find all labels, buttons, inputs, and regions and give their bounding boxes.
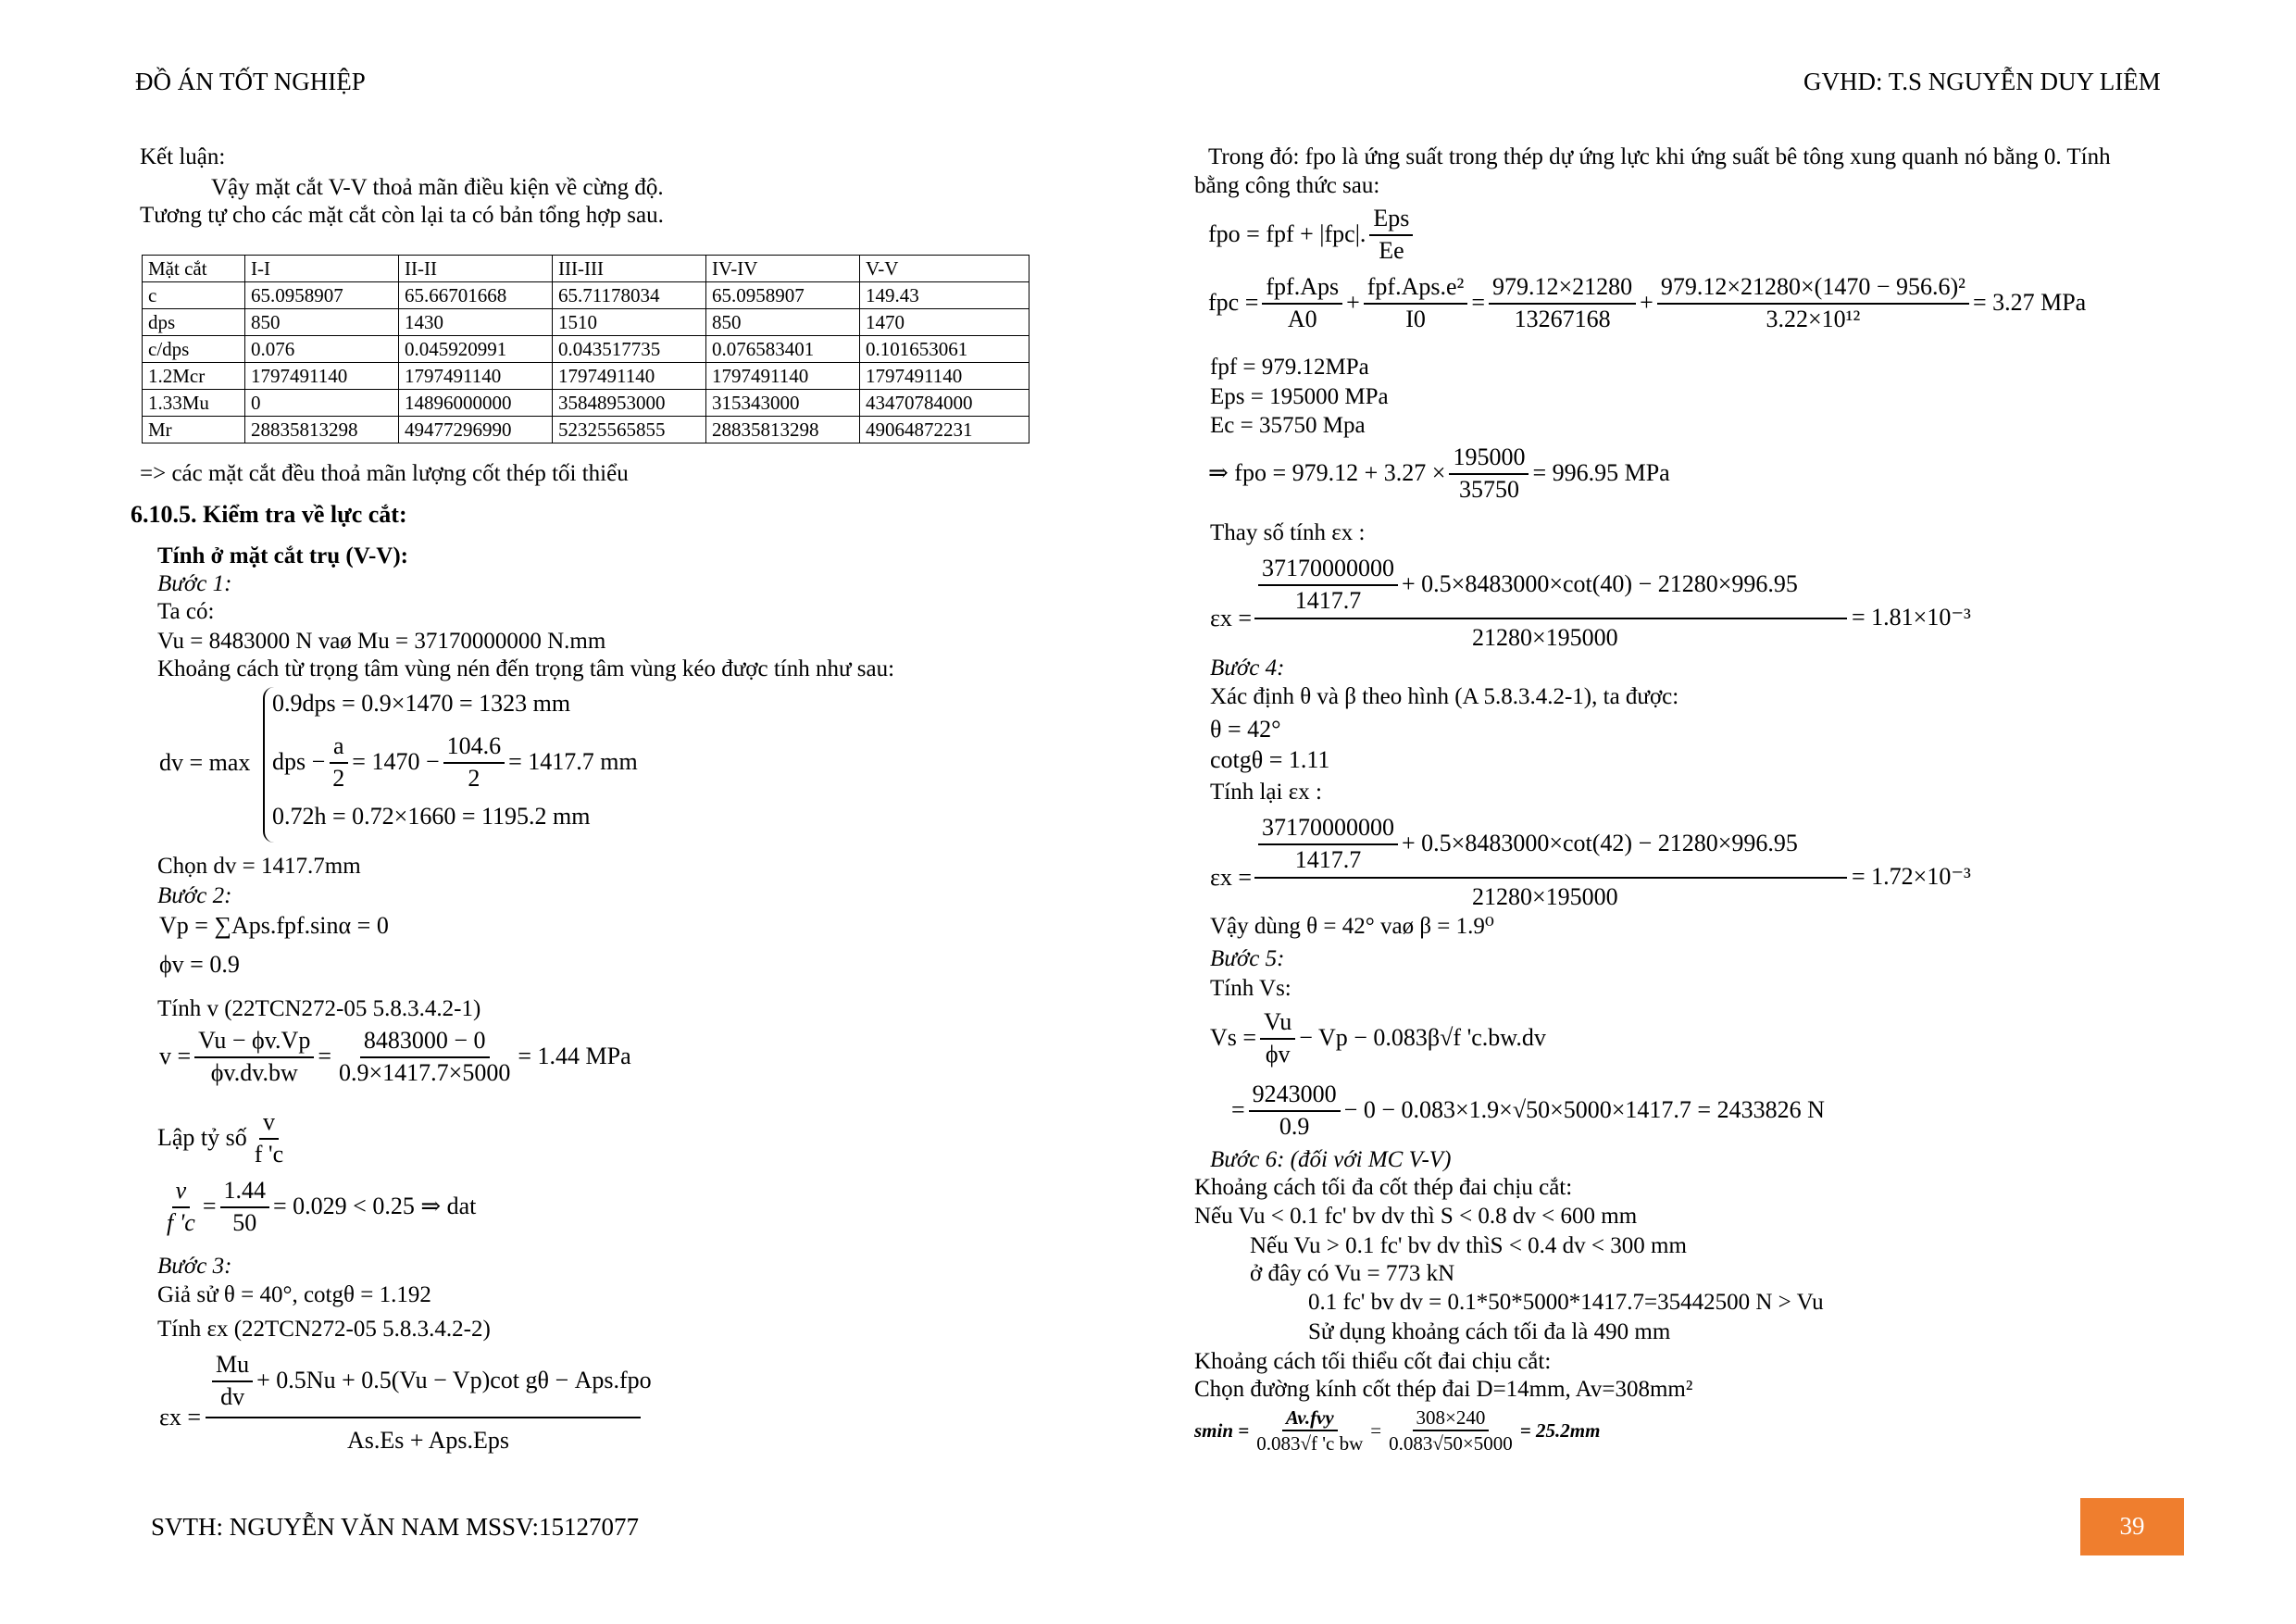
numerator: v [172,1176,191,1208]
ratio-formula [157,1107,291,1169]
cond2: Nếu Vu > 0.1 fc' bv dv thìS < 0.4 dv < 300 mm [1250,1233,1687,1258]
header-left: ĐỒ ÁN TỐT NGHIỆP [135,68,366,95]
denominator: 0.083√50×5000 [1389,1432,1513,1455]
numerator: fpf.Aps [1262,272,1342,305]
ex-denominator: As.Es + Aps.Eps [347,1427,510,1454]
table-note: => các mặt cắt đều thoả mãn lượng cốt thép tối thiểu [140,461,629,486]
denominator: ϕv.dv.bw [210,1058,298,1086]
table-cell: 52325565855 [553,417,706,443]
table-cell: 0.043517735 [553,336,706,363]
table-cell: 43470784000 [860,390,1029,417]
table-cell: c/dps [143,336,245,363]
determine: Xác định θ và β theo hình (A 5.8.3.4.2-1), ta được: [1210,684,1679,709]
numerator: Eps [1369,204,1413,236]
numerator: 37170000000 [1258,813,1398,845]
table-cell: 850 [245,309,399,336]
dv-case3: 0.72h = 0.72×1660 = 1195.2 mm [272,803,591,830]
table-cell: IV-IV [706,256,860,282]
numerator: Vu − ϕv.Vp [194,1026,314,1058]
ex-lhs: εx = [159,1404,202,1430]
fraction [1253,1405,1366,1456]
ex1-lhs: εx = [1210,605,1253,631]
table-cell: Mặt cắt [143,256,245,282]
fraction-bar [1254,877,1847,879]
numerator: a [330,731,348,764]
table-row [143,363,1029,390]
conclusion-text: Vậy mặt cắt V-V thoả mãn điều kiện về cừng độ. [211,175,664,200]
fraction [163,1176,199,1238]
table-cell: 1.2Mcr [143,363,245,390]
table-cell: 1.33Mu [143,390,245,417]
header-right: GVHD: T.S NGUYỄN DUY LIÊM [1803,68,2161,95]
max-spacing: Khoảng cách tối đa cốt thép đai chịu cắt: [1194,1175,1573,1200]
table-cell: 1430 [399,309,553,336]
denominator: 1417.7 [1294,586,1362,614]
vp-eq: Vp = ∑Aps.fpf.sinα = 0 [159,912,389,939]
v-result: = 1.44 MPa [518,1043,631,1070]
sub-title: Tính ở mặt cắt trụ (V-V): [157,543,408,568]
phi-eq: ϕv = 0.9 [159,951,240,978]
ex1-result: = 1.81×10⁻³ [1852,604,1971,631]
ec-value: Ec = 35750 Mpa [1210,413,1366,438]
fpo-formula-text: fpo = fpf + |fpc|. [1208,220,1366,248]
ex1-denominator: 21280×195000 [1472,624,1618,651]
table-cell: 0 [245,390,399,417]
denominator: 35750 [1458,475,1519,503]
v-lhs: v = [159,1043,192,1070]
numerator: 9243000 [1249,1080,1341,1112]
footer-student: SVTH: NGUYỄN VĂN NAM MSSV:15127077 [151,1513,640,1541]
ex2-denominator: 21280×195000 [1472,883,1618,910]
numerator: 308×240 [1413,1405,1490,1431]
ex2-numerator [1254,813,1798,875]
denominator: 50 [232,1208,257,1236]
fraction [1449,443,1529,505]
assume: Giả sử θ = 40°, cotgθ = 1.192 [157,1282,431,1307]
use-max: Sử dụng khoảng cách tối đa là 490 mm [1308,1319,1671,1344]
table-header-row [143,256,1029,282]
table-cell: 0.076 [245,336,399,363]
step5-label: Bước 5: [1210,946,1285,971]
numerator: 8483000 − 0 [360,1026,490,1058]
fpo-formula [1208,204,1416,266]
numerator: v [259,1107,279,1140]
numerator: 37170000000 [1258,554,1398,586]
denominator: 1417.7 [1294,845,1362,873]
numerator: 979.12×21280 [1489,272,1636,305]
fraction [1364,272,1468,334]
table-cell: 149.43 [860,282,1029,309]
calc-line: 0.1 fc' bv dv = 0.1*50*5000*1417.7=35442500 N > Vu [1308,1290,1824,1315]
table-cell: 28835813298 [245,417,399,443]
here: ở đây có Vu = 773 kN [1250,1261,1455,1286]
intro-line2: bằng công thức sau: [1194,173,1380,198]
table-cell: 35848953000 [553,390,706,417]
vs-formula [1210,1007,1546,1069]
vu-line: Vu = 8483000 N vaø Mu = 37170000000 N.mm [157,629,606,654]
calc-vs: Tính Vs: [1210,976,1292,1001]
numerator: 104.6 [443,731,505,764]
fraction-bar [1254,618,1847,619]
fraction [1258,554,1398,616]
numerator: 1.44 [220,1176,270,1208]
dv-case2-a: dps − [272,748,326,776]
denominator: I0 [1405,305,1426,332]
table-cell: 65.66701668 [399,282,553,309]
step1-label: Bước 1: [157,571,232,596]
ex2-result: = 1.72×10⁻³ [1852,863,1971,890]
fraction [1260,1007,1295,1069]
choose-d: Chọn đường kính cốt thép đai D=14mm, Av=308mm² [1194,1377,1693,1402]
intro-line1: Trong đó: fpo là ứng suất trong thép dự ứng lực khi ứng suất bê tông xung quanh nó bằng 0. Tính [1208,144,2111,169]
fraction [1385,1405,1516,1456]
table-cell: 0.101653061 [860,336,1029,363]
fraction [194,1026,314,1088]
table-cell: II-II [399,256,553,282]
denominator: 13267168 [1514,305,1611,332]
thay-so: Thay số tính εx : [1210,520,1366,545]
fraction [443,731,505,793]
conclusion-label: Kết luận: [140,144,226,169]
fraction [329,731,348,793]
ratio-check: $\frac{v}{f 'c}$ = $\frac{1.44}{50}$ = 0.029 < 0.25 ⇒ dat [159,1176,476,1238]
table-cell: 1797491140 [860,363,1029,390]
denominator: f 'c [167,1208,195,1236]
table-row [143,390,1029,417]
numerator: 979.12×21280×(1470 − 956.6)² [1657,272,1969,305]
eps-value: Eps = 195000 MPa [1210,384,1389,409]
table-cell: 1797491140 [706,363,860,390]
theta: θ = 42° [1210,716,1281,743]
smin-formula: smin = $\frac{\text{Av.fvy}}{\text{0.083√f 'c bw}}$ = $\frac{308\times 240}{0.083√50\times 5000}$ = 25.2mm [1194,1406,1601,1455]
table-cell: V-V [860,256,1029,282]
dv-label: dv = max [159,749,251,776]
denominator: 2 [468,764,480,792]
smin-result: = 25.2mm [1519,1419,1601,1443]
fraction [212,1350,253,1412]
denominator: 0.9×1417.7×5000 [339,1058,511,1086]
step6-label: Bước 6: (đối với MC V-V) [1210,1147,1452,1172]
numerator: Mu [212,1350,253,1382]
numerator: fpf.Aps.e² [1364,272,1468,305]
dv-case1: 0.9dps = 0.9×1470 = 1323 mm [272,690,571,717]
table-cell: 65.0958907 [706,282,860,309]
table-cell: 65.71178034 [553,282,706,309]
denominator: ϕv [1265,1040,1291,1068]
denominator: 2 [332,764,345,792]
vs-lhs: Vs = [1210,1024,1257,1052]
table-cell: 0.076583401 [706,336,860,363]
dv-case2-b: = 1470 − [352,748,440,776]
dv-case2-c: = 1417.7 mm [508,748,638,776]
fpf-value: fpf = 979.12MPa [1210,355,1369,380]
table-cell: 65.0958907 [245,282,399,309]
table-cell: 1797491140 [553,363,706,390]
fraction-bar [206,1417,641,1418]
similar-text: Tương tự cho các mặt cắt còn lại ta có bản tổng hợp sau. [140,203,664,228]
vs2-rest: − 0 − 0.083×1.9×√50×5000×1417.7 = 2433826 N [1343,1096,1825,1124]
numerator: 195000 [1449,443,1529,475]
table-cell: 850 [706,309,860,336]
fraction [251,1107,287,1169]
table-cell: I-I [245,256,399,282]
table-cell: 1797491140 [245,363,399,390]
ratio-label: Lập tỷ số [157,1124,247,1152]
table-row [143,309,1029,336]
table-cell: Mr [143,417,245,443]
table-cell: c [143,282,245,309]
section-title: 6.10.5. Kiểm tra về lực cắt: [131,501,407,528]
fraction [1262,272,1342,334]
table-cell: 0.045920991 [399,336,553,363]
ex2-rest: + 0.5×8483000×cot(42) − 21280×996.95 [1402,830,1798,857]
step3-label: Bước 3: [157,1254,232,1279]
fpc-formula: fpc = $\frac{\text{fpf.Aps}}{A0}$ + $\frac{\text{fpf.Aps.e²}}{I0}$ = $\frac{979.12\times 21280}{13267168}$ + $\frac{\text{979.12×21280×(1470 − 956.6)²}}{\text{3.22×10¹²}}$ = 3.27 MPa [1208,272,2086,334]
summary-table [142,255,1029,443]
ex1-rest: + 0.5×8483000×cot(40) − 21280×996.95 [1402,570,1798,598]
fpo-calc-res: = 996.95 MPa [1532,459,1670,487]
smin-lhs: smin = [1194,1419,1250,1443]
table-cell: 14896000000 [399,390,553,417]
calc-ex: Tính εx (22TCN272-05 5.8.3.4.2-2) [157,1317,491,1342]
ex-numerator [208,1350,652,1412]
numerator: Av.fvy [1282,1405,1338,1431]
table-row [143,336,1029,363]
fraction [1249,1080,1341,1142]
table-cell: III-III [553,256,706,282]
fraction [220,1176,270,1238]
table-row [143,417,1029,443]
denominator: dv [220,1382,245,1410]
fpc-lhs: fpc = [1208,289,1259,317]
fpc-result: = 3.27 MPa [1972,289,2087,317]
denominator: f 'c [254,1140,284,1168]
table-cell: dps [143,309,245,336]
vs2-formula: = $\frac{9243000}{0.9}$ − 0 − 0.083×1.9×√50×5000×1417.7 = 2433826 N [1231,1080,1825,1142]
denominator: A0 [1287,305,1317,332]
dv-case2 [272,731,638,793]
ex-num-rest: + 0.5Nu + 0.5(Vu − Vp)cot gθ − Aps.fpo [256,1367,652,1394]
table-row [143,282,1029,309]
fraction [1489,272,1636,334]
table-cell: 1510 [553,309,706,336]
fraction [1258,813,1398,875]
min-spacing: Khoảng cách tối thiểu cốt đai chịu cắt: [1194,1349,1552,1374]
table-cell: 49064872231 [860,417,1029,443]
ex1-numerator [1254,554,1798,616]
ta-co: Ta có: [157,599,215,624]
step2-label: Bước 2: [157,883,232,908]
cond1: Nếu Vu < 0.1 fc' bv dv thì S < 0.8 dv < 600 mm [1194,1204,1638,1229]
distance-text: Khoảng cách từ trọng tâm vùng nén đến trọng tâm vùng kéo được tính như sau: [157,656,895,681]
table-cell: 28835813298 [706,417,860,443]
table-cell: 1470 [860,309,1029,336]
calc-v: Tính v (22TCN272-05 5.8.3.4.2-1) [157,996,481,1021]
fraction [1369,204,1413,266]
fpo-calc [1208,443,1670,505]
table-cell: 49477296990 [399,417,553,443]
denominator: 0.9 [1279,1112,1310,1140]
fpo-calc-a: ⇒ fpo = 979.12 + 3.27 × [1208,459,1446,487]
denominator: Ee [1379,236,1404,264]
ratio-result: = 0.029 < 0.25 ⇒ dat [273,1193,477,1220]
vs-rest: − Vp − 0.083β√f 'c.bw.dv [1299,1024,1546,1052]
use-theta: Vậy dùng θ = 42° vaø β = 1.9⁰ [1210,914,1494,939]
numerator: Vu [1260,1007,1295,1040]
page-number: 39 [2080,1498,2184,1555]
v-formula: v = $\frac{Vu - \phi v.Vp}{\phi v.dv.bw}$ = $\frac{8483000 - 0}{0.9\times 1417.7\times 5000}$ = 1.44 MPa [159,1026,631,1088]
step4-label: Bước 4: [1210,656,1285,681]
recalc: Tính lại εx : [1210,780,1322,805]
cotg: cotgθ = 1.11 [1210,746,1330,773]
ex2-lhs: εx = [1210,864,1253,891]
denominator: 3.22×10¹² [1766,305,1861,332]
denominator: 0.083√f 'c bw [1256,1432,1364,1455]
table-cell: 315343000 [706,390,860,417]
choose-dv: Chọn dv = 1417.7mm [157,854,361,879]
fraction [1657,272,1969,334]
fraction [335,1026,514,1088]
table-cell: 1797491140 [399,363,553,390]
